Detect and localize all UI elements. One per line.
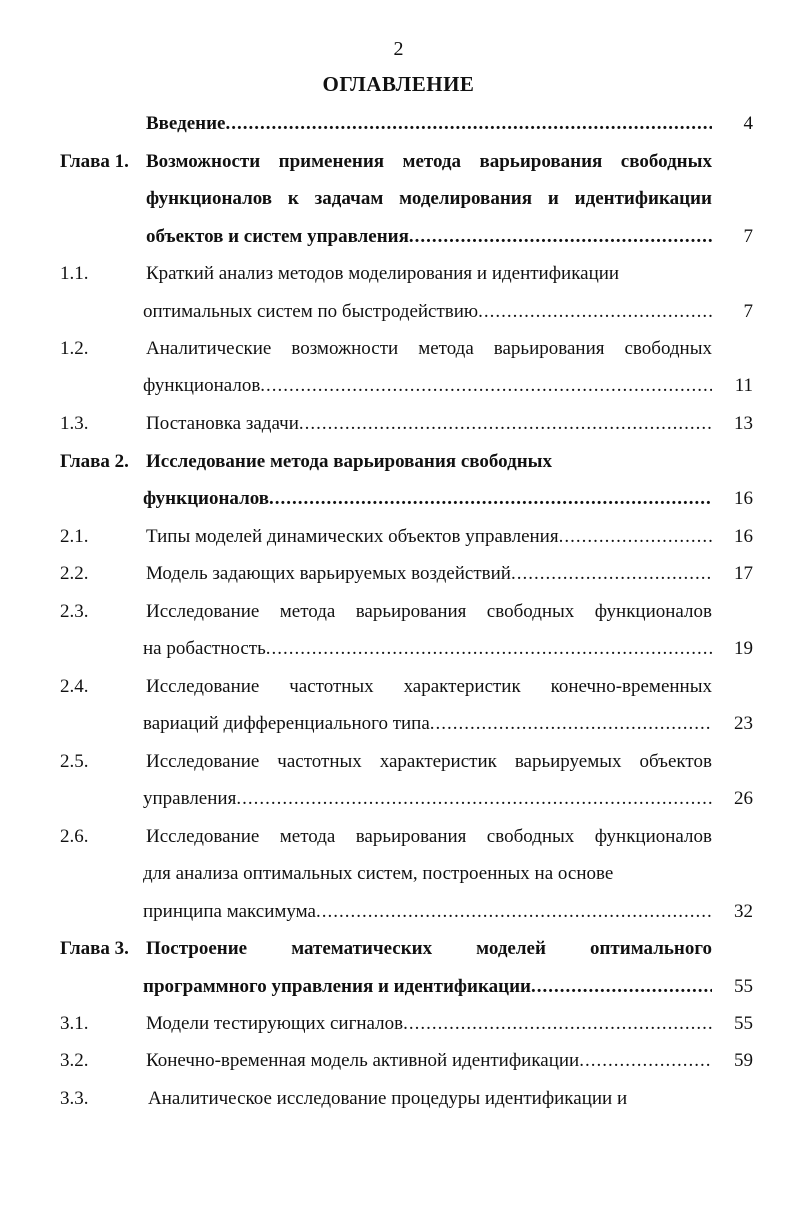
chapter-3-title-line-1: Построение математических моделей оптимального — [146, 938, 712, 959]
chapter-2-label: Глава 2. — [60, 451, 129, 472]
section-2-6-page: 32 — [734, 901, 753, 922]
section-3-1-page: 55 — [734, 1013, 753, 1034]
section-3-1-number: 3.1. — [60, 1013, 89, 1034]
section-2-3-number: 2.3. — [60, 601, 89, 622]
section-3-3-line-1: Аналитическое исследование процедуры идентификации и — [148, 1088, 628, 1109]
section-2-5-line-1: Исследование частотных характеристик варьируемых объектов — [146, 751, 712, 772]
section-2-6-line-1: Исследование метода варьирования свободных функционалов — [146, 826, 712, 847]
chapter-1-title-line-1: Возможности применения метода варьирования свободных — [146, 151, 712, 172]
section-2-2-line-1: Модель задающих варьируемых воздействий ..... — [146, 561, 712, 587]
dot-leader — [403, 1011, 712, 1037]
dot-leader — [269, 486, 712, 512]
dot-leader — [478, 299, 712, 325]
section-2-6-line-3: принципа максимума ..... — [143, 899, 712, 925]
section-1-1-number: 1.1. — [60, 263, 89, 284]
section-1-3-number: 1.3. — [60, 413, 89, 434]
dot-leader — [316, 899, 712, 925]
section-1-3-line-1: Постановка задачи ..... — [146, 411, 712, 437]
chapter-1-page: 7 — [743, 226, 753, 247]
section-2-1-line-1: Типы моделей динамических объектов управления ..... — [146, 524, 712, 550]
chapter-3-page: 55 — [734, 976, 753, 997]
chapter-1-title-line-2: функционалов к задачам моделирования и идентификации — [146, 188, 712, 209]
chapter-2-title-line-1: Исследование метода варьирования свободных — [146, 451, 552, 472]
section-1-1-page: 7 — [743, 301, 753, 322]
page-number: 2 — [393, 38, 404, 60]
dot-leader — [559, 524, 712, 550]
dot-leader — [226, 111, 713, 137]
section-3-1-line-1: Модели тестирующих сигналов ..... — [146, 1011, 712, 1037]
section-2-5-line-2: управления ..... — [143, 786, 712, 812]
dot-leader — [579, 1048, 712, 1074]
section-2-3-line-1: Исследование метода варьирования свободных функционалов — [146, 601, 712, 622]
chapter-1-label: Глава 1. — [60, 151, 129, 172]
section-1-2-line-2: функционалов ..... — [143, 373, 712, 399]
section-1-2-number: 1.2. — [60, 338, 89, 359]
section-2-3-page: 19 — [734, 638, 753, 659]
section-2-6-number: 2.6. — [60, 826, 89, 847]
section-1-1-line-2: оптимальных систем по быстродействию ..... — [143, 299, 712, 325]
toc-entry-intro — [146, 111, 712, 137]
section-2-3-line-2: на робастность ..... — [143, 636, 712, 662]
section-3-2-number: 3.2. — [60, 1050, 89, 1071]
section-3-2-line-1: Конечно-временная модель активной идентификации ..... — [146, 1048, 712, 1074]
section-2-1-number: 2.1. — [60, 526, 89, 547]
section-1-2-line-1: Аналитические возможности метода варьирования свободных — [146, 338, 712, 359]
dot-leader — [511, 561, 712, 587]
dot-leader — [409, 224, 712, 250]
section-2-4-line-1: Исследование частотных характеристик конечно-временных — [146, 676, 712, 697]
section-2-1-page: 16 — [734, 526, 753, 547]
chapter-2-page: 16 — [734, 488, 753, 509]
section-1-3-page: 13 — [734, 413, 753, 434]
chapter-1-title-line-3: объектов и систем управления ..... — [146, 224, 712, 250]
toc-title: ОГЛАВЛЕНИЕ — [322, 72, 475, 96]
section-1-1-line-1: Краткий анализ методов моделирования и идентификации — [146, 263, 620, 284]
dot-leader — [266, 636, 712, 662]
dot-leader — [260, 373, 712, 399]
section-2-2-page: 17 — [734, 563, 753, 584]
section-3-3-number: 3.3. — [60, 1088, 89, 1109]
section-2-5-number: 2.5. — [60, 751, 89, 772]
chapter-2-title-line-2: функционалов ..... — [143, 486, 712, 512]
dot-leader — [531, 974, 712, 1000]
section-2-2-number: 2.2. — [60, 563, 89, 584]
toc-entry-intro-text: Введение — [146, 113, 226, 134]
section-2-4-line-2: вариаций дифференциального типа ..... — [143, 711, 712, 737]
dot-leader — [236, 786, 712, 812]
section-1-2-page: 11 — [734, 375, 753, 396]
section-2-4-page: 23 — [734, 713, 753, 734]
dot-leader — [430, 711, 712, 737]
dot-leader — [299, 411, 712, 437]
toc-entry-intro-page: 4 — [743, 113, 753, 134]
section-2-5-page: 26 — [734, 788, 753, 809]
section-3-2-page: 59 — [734, 1050, 753, 1071]
chapter-3-title-line-2: программного управления и идентификации ..... — [143, 974, 712, 1000]
section-2-4-number: 2.4. — [60, 676, 89, 697]
chapter-3-label: Глава 3. — [60, 938, 129, 959]
section-2-6-line-2: для анализа оптимальных систем, построенных на основе — [143, 863, 614, 884]
